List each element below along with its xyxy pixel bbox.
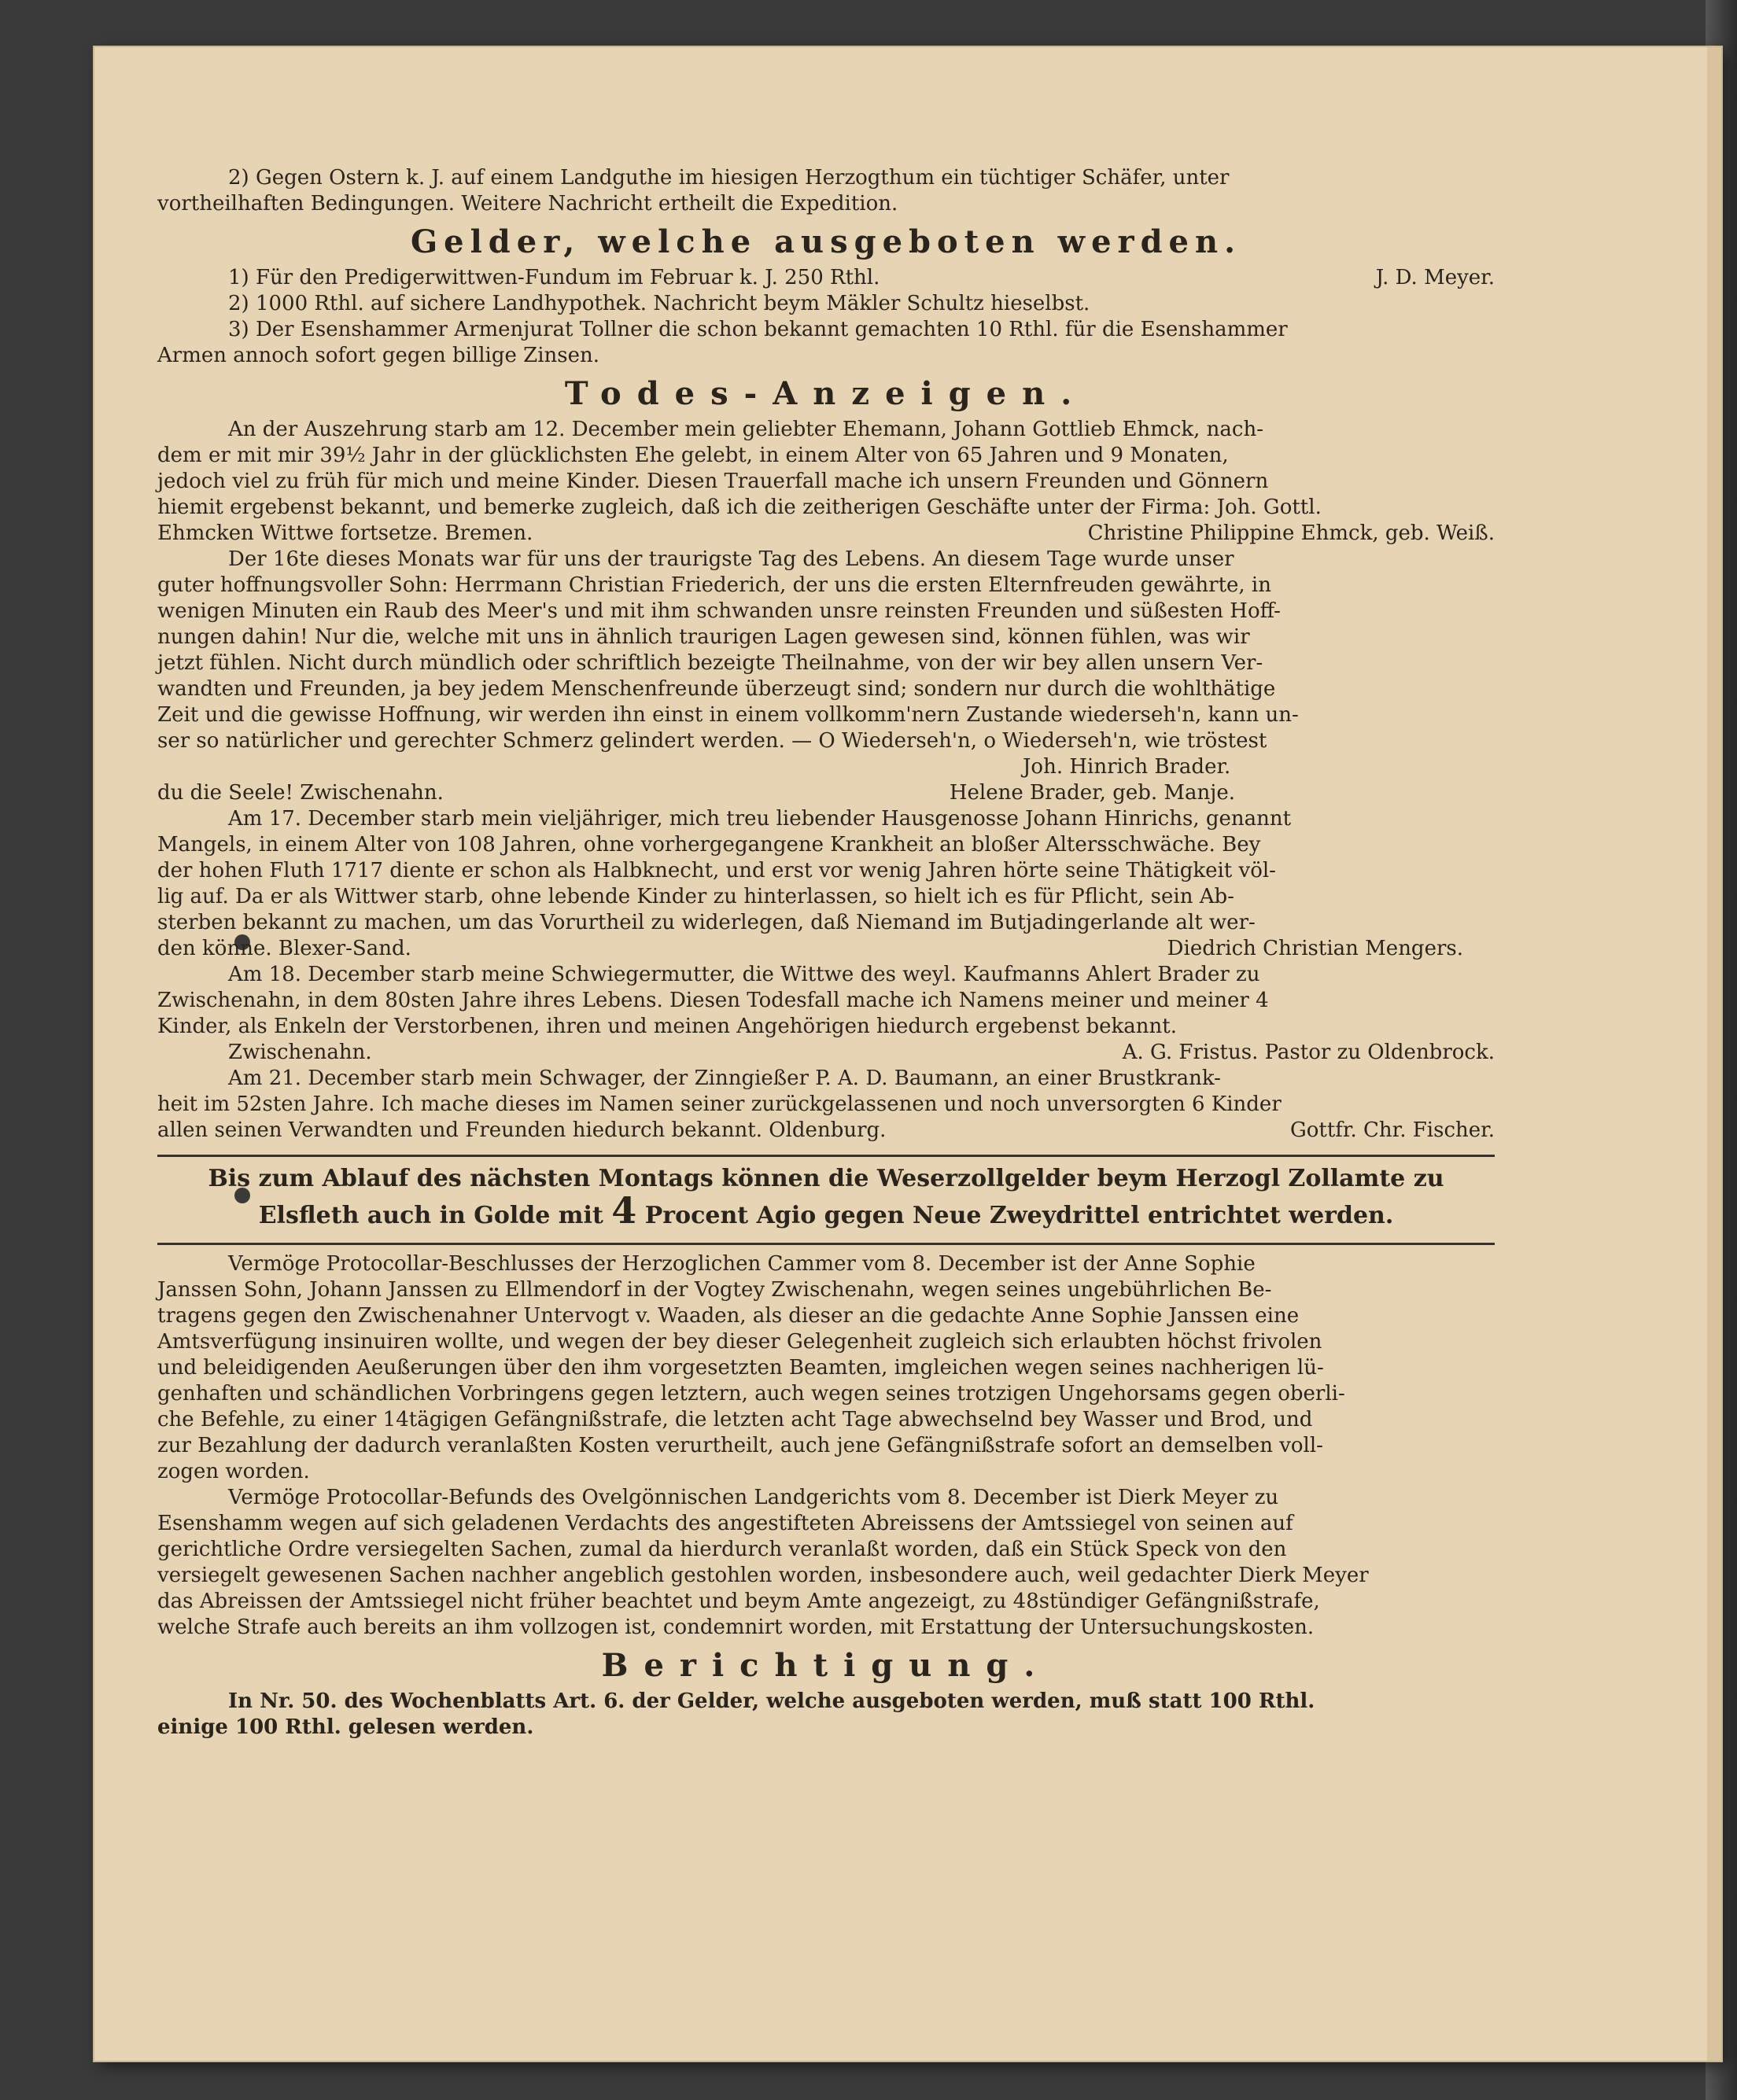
text-line: gerichtliche Ordre versiegelten Sachen, zumal da hierdurch veranlaßt worden, daß ein Stück Speck von den [157,1538,1287,1561]
gelder-section [157,223,1495,369]
text-line: dem er mit mir 39½ Jahr in der glücklichsten Ehe gelebt, in einem Alter von 65 Jahren und 9 Monaten, [157,444,1229,467]
text-line: Amtsverfügung insinuiren wollte, und wegen der bey dieser Gelegenheit zugleich sich erlaubten höchst frivolen [157,1330,1322,1354]
section-heading: Berichtigung. [601,1647,1051,1684]
text-line: Zwischenahn. [228,1041,372,1064]
todes-section [157,375,1495,1144]
item-signature: J. D. Meyer. [1375,266,1495,289]
text-line: versiegelt gewesenen Sachen nachher angeblich gestohlen worden, insbesondere auch, weil gedachter Dierk Meyer [157,1564,1369,1587]
text-line: Ehmcken Wittwe fortsetze. Bremen. [157,521,533,545]
text-line: heit im 52sten Jahre. Ich mache dieses im Namen seiner zurückgelassenen und noch unversorgten 6 Kinder [157,1092,1282,1116]
notice-closing [157,521,1495,547]
text-line: Vermöge Protocollar-Beschlusses der Herzoglichen Cammer vom 8. December ist der Anne Sophie [228,1252,1256,1276]
text-line: An der Auszehrung starb am 12. December mein geliebter Ehemann, Johann Gottlieb Ehmck, nach- [228,418,1264,441]
text-line: Armen annoch sofort gegen billige Zinsen. [157,344,600,367]
text-line: che Befehle, zu einer 14tägigen Gefängnißstrafe, die letzten acht Tage abwechselnd bey Wasser und Brod, und [157,1408,1313,1431]
text-line: du die Seele! Zwischenahn. [157,781,444,805]
gelder-item-1 [157,265,1495,291]
signature: Diedrich Christian Mengers. [1167,937,1463,960]
text-line: Am 18. December starb meine Schwiegermutter, die Wittwe des weyl. Kaufmanns Ahlert Brader zu [228,963,1260,986]
death-notice-2 [157,547,1495,806]
top-notice [157,165,1495,217]
notice-closing [157,1118,1495,1144]
text-line: Kinder, als Enkeln der Verstorbenen, ihren und meinen Angehörigen hiedurch ergebenst bekannt. [157,1015,1177,1038]
text-line: tragens gegen den Zwischenahner Untervogt v. Waaden, als dieser an die gedachte Anne Sophie Janssen eine [157,1304,1300,1328]
text-line: allen seinen Verwandten und Freunden hiedurch bekannt. Oldenburg. [157,1118,887,1142]
gelder-item-3: 3) Der Esenshammer Armenjurat Tollner die schon bekannt gemachten 10 Rthl. für die Esenshammer [228,318,1288,341]
text-line: und beleidigenden Aeußerungen über den ihm vorgesetzten Beamten, imgleichen wegen seines nachherigen lü- [157,1356,1324,1380]
signature: Gottfr. Chr. Fischer. [1289,1118,1495,1142]
text-line: genhaften und schändlichen Vorbringens gegen letztern, auch wegen seines trotzigen Ungehorsams gegen oberli- [157,1382,1345,1406]
text-line: Am 21. December starb mein Schwager, der Zinngießer P. A. D. Baumann, an einer Brustkrank- [228,1067,1221,1090]
gelder-item-2: 2) 1000 Rthl. auf sichere Landhypothek. Nachricht beym Mäkler Schultz hieselbst. [228,292,1090,315]
text-line: Zwischenahn, in dem 80sten Jahre ihres Lebens. Diesen Todesfall mache ich Namens meiner und meiner 4 [157,989,1269,1012]
text-line: guter hoffnungsvoller Sohn: Herrmann Christian Friederich, der uns die ersten Elternfreuden gewährte, in [157,573,1271,597]
text-line: welche Strafe auch bereits an ihm vollzogen ist, condemnirt worden, mit Erstattung der Untersuchungskosten. [157,1616,1315,1639]
text-line: jetzt fühlen. Nicht durch mündlich oder schriftlich bezeigte Theilnahme, von der wir bey allen unsern Ver- [157,651,1263,675]
text-line: hiemit ergebenst bekannt, und bemerke zugleich, daß ich die zeitherigen Geschäfte unter der Firma: Joh. Gottl. [157,496,1322,519]
text-line: wenigen Minuten ein Raub des Meer's und mit ihm schwanden unsre reinsten Freunden und süßesten Hoff- [157,599,1281,623]
death-notice-1 [157,417,1495,547]
text-line: wandten und Freunden, ja bey jedem Menschenfreunde überzeugt sind; sondern nur durch die wohlthätige [157,677,1276,701]
text-line: lig auf. Da er als Wittwer starb, ohne lebende Kinder zu hinterlassen, so hielt ich es für Pflicht, sein Ab- [157,885,1234,908]
death-notice-3 [157,806,1495,962]
text-line: Vermöge Protocollar-Befunds des Ovelgönnischen Landgerichts vom 8. December ist Dierk Meyer zu [228,1486,1279,1509]
notice-text: Procent Agio gegen Neue Zweydrittel entrichtet werden. [644,1202,1394,1229]
text-line: 2) Gegen Ostern k. J. auf einem Landguthe im hiesigen Herzogthum ein tüchtiger Schäfer, unter [228,166,1230,190]
notice-text: Elsfleth auch in Golde mit [258,1202,603,1229]
text-line: Am 17. December starb mein vieljähriger, mich treu liebender Hausgenosse Johann Hinrichs, genannt [228,807,1292,831]
section-heading: Todes-Anzeigen. [564,375,1088,412]
signature: A. G. Fristus. Pastor zu Oldenbrock. [1122,1041,1495,1064]
text-line: Janssen Sohn, Johann Janssen zu Ellmendorf in der Vogtey Zwischenahn, wegen seines ungebührlichen Be- [157,1278,1272,1302]
text-line: jedoch viel zu früh für mich und meine Kinder. Diesen Trauerfall mache ich unsern Freunden und Gönnern [157,470,1269,493]
text-line: den könne. Blexer-Sand. [157,937,411,960]
text-line: einige 100 Rthl. gelesen werden. [157,1715,534,1739]
section-heading: Gelder, welche ausgeboten werden. [410,223,1242,260]
zoll-notice [157,1163,1495,1232]
notice-closing [157,780,1495,806]
text-line: Der 16te dieses Monats war für uns der traurigste Tag des Lebens. An diesem Tage wurde unser [228,547,1234,571]
text-line: In Nr. 50. des Wochenblatts Art. 6. der Gelder, welche ausgeboten werden, muß statt 100 Rthl. [228,1689,1315,1713]
text-line: zogen worden. [157,1460,310,1483]
text-line: sterben bekannt zu machen, um das Vorurtheil zu widerlegen, daß Niemand im Butjadingerlande alt wer- [157,911,1256,934]
text-line: der hohen Fluth 1717 diente er schon als Halbknecht, und erst vor wenig Jahren hörte seine Thätigkeit völ- [157,859,1276,882]
verdict-1 [157,1251,1495,1485]
signature: Joh. Hinrich Brader. [1023,755,1231,779]
text-line: Zeit und die gewisse Hoffnung, wir werden ihn einst in einem vollkomm'nern Zustande wiederseh'n, kann un- [157,703,1299,727]
death-notice-4 [157,962,1495,1066]
text-line: zur Bezahlung der dadurch veranlaßten Kosten verurtheilt, auch jene Gefängnißstrafe sofort an demselben voll- [157,1434,1323,1457]
verdict-2 [157,1485,1495,1641]
divider [157,1243,1495,1245]
notice-number: 4 [611,1189,637,1232]
text-line: ser so natürlicher und gerechter Schmerz gelindert werden. — O Wiederseh'n, o Wiederseh'n, wie tröstest [157,729,1267,753]
text-line: Mangels, in einem Alter von 108 Jahren, ohne vorhergegangene Krankheit an bloßer Altersschwäche. Bey [157,833,1261,857]
signature: Helene Brader, geb. Manje. [949,781,1235,805]
text-line: das Abreissen der Amtssiegel nicht früher beachtet und beym Amte angezeigt, zu 48stündiger Gefängnißstrafe, [157,1590,1320,1613]
text-line: nungen dahin! Nur die, welche mit uns in ähnlich traurigen Lagen gewesen sind, können fühlen, was wir [157,625,1250,649]
text-line: vortheilhaften Bedingungen. Weitere Nachricht ertheilt die Expedition. [157,192,898,216]
notice-line [157,1189,1495,1232]
page-content [157,165,1495,1741]
death-notice-5 [157,1066,1495,1144]
notice-line: Bis zum Ablauf des nächsten Montags können die Weserzollgelder beym Herzogl Zollamte zu [208,1165,1444,1192]
text-line: Esenshamm wegen auf sich geladenen Verdachts des angestifteten Abreissens der Amtssiegel von seinen auf [157,1512,1293,1535]
divider [157,1155,1495,1157]
item-text: 1) Für den Predigerwittwen-Fundum im Februar k. J. 250 Rthl. [228,266,880,289]
notice-closing [157,936,1495,962]
signature: Christine Philippine Ehmck, geb. Weiß. [1087,521,1495,545]
berichtigung-section [157,1647,1495,1741]
newspaper-page [94,47,1721,2061]
